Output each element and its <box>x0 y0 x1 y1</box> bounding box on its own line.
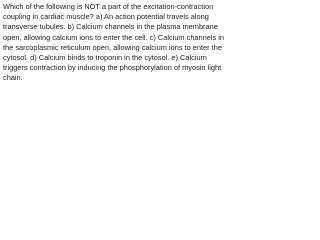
question-text: Which of the following is NOT a part of the excitation-contraction coupling in cardiac muscle? a) An action potential travels along transverse tubules. b) Calcium channels in the plasma membrane open, allowing calcium ions to enter the cell. c) Calcium channels in the sarcoplasmic reticulum open, allowing calcium ions to enter the cytosol. d) Calcium binds to troponin in the cytosol. e) Calcium triggers contraction by inducing the phosphorylation of myosin light chain. <box>3 2 225 83</box>
question-card <box>0 0 235 88</box>
